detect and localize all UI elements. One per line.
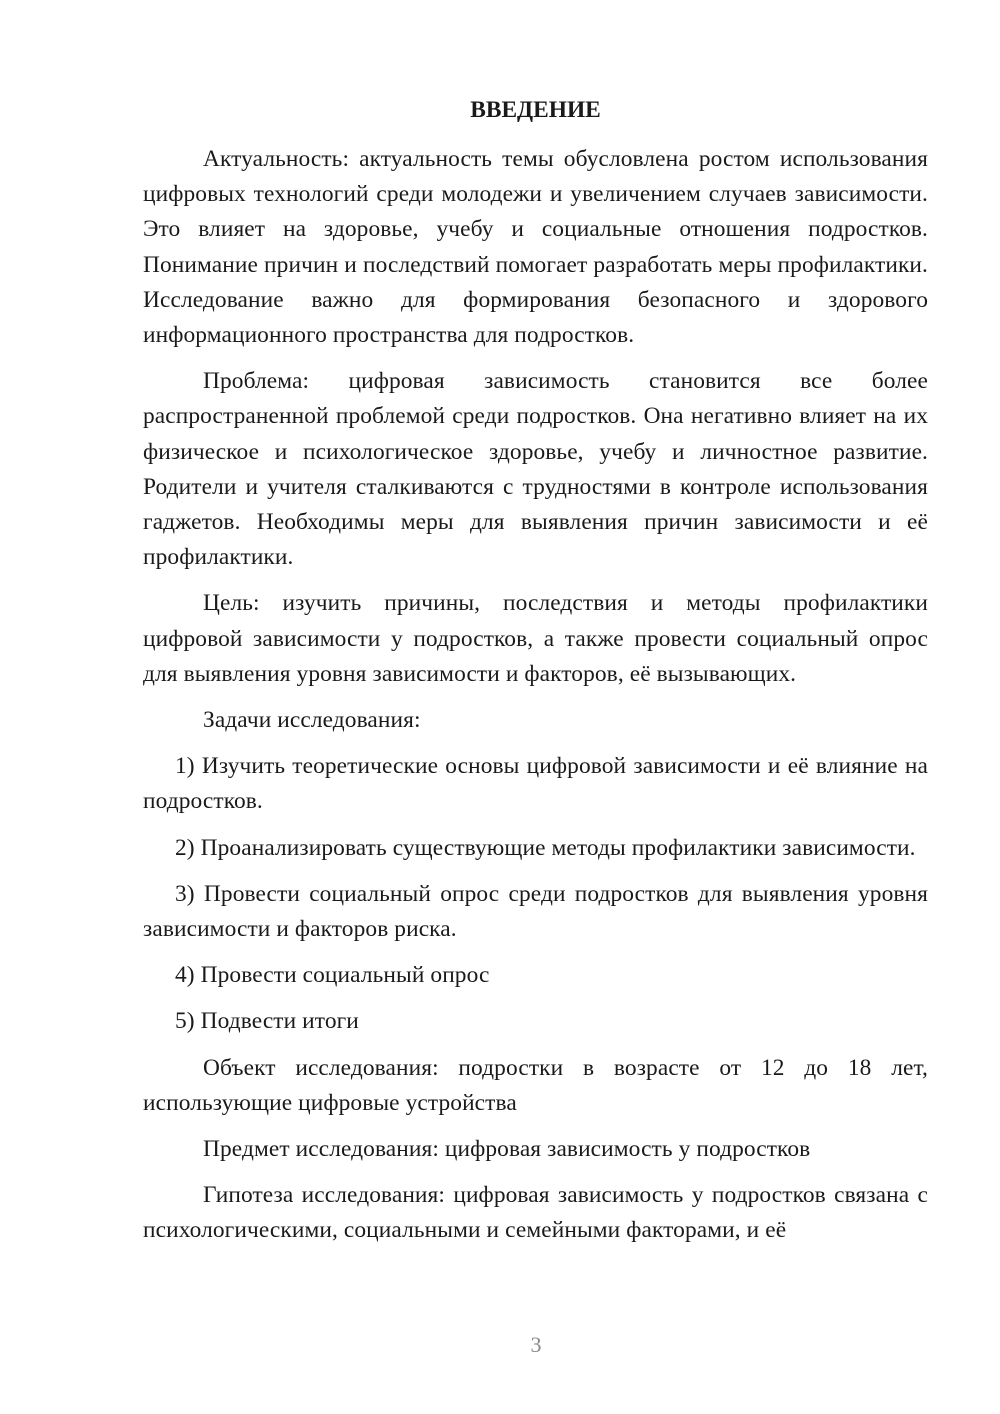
section-heading: ВВЕДЕНИЕ — [470, 97, 601, 123]
object-paragraph: Объект исследования: подростки в возрасте от 12 до 18 лет, использующие цифровые устройства — [143, 1054, 928, 1116]
tasks-title: Задачи исследования: — [203, 707, 421, 734]
problem-paragraph: Проблема: цифровая зависимость становится все более распространенной проблемой среди подростков. Она негативно влияет на их физическое и психологическое здоровье, учебу и личностное развитие. Родители и учителя сталкиваются с трудностями в контроле использования гаджетов. Необходимы меры для выявления причин зависимости и её профилактики. — [143, 368, 928, 571]
task-item-1: 1) Изучить теоретические основы цифровой зависимости и её влияние на подростков. — [143, 753, 928, 815]
task-item-5: 5) Подвести итоги — [175, 1008, 359, 1035]
relevance-paragraph: Актуальность: актуальность темы обусловлена ростом использования цифровых технологий среди молодежи и увеличением случаев зависимости. Это влияет на здоровье, учебу и социальные отношения подростков. Понимание причин и последствий помогает разработать меры профилактики. Исследование важно для формирования безопасного и здорового информационного пространства для подростков. — [143, 146, 928, 349]
task-item-4: 4) Провести социальный опрос — [175, 962, 490, 989]
goal-paragraph: Цель: изучить причины, последствия и методы профилактики цифровой зависимости у подростков, а также провести социальный опрос для выявления уровня зависимости и факторов, её вызывающих. — [143, 590, 928, 687]
task-item-2: 2) Проанализировать существующие методы профилактики зависимости. — [175, 834, 916, 861]
hypothesis-paragraph: Гипотеза исследования: цифровая зависимость у подростков связана с психологическими, социальными и семейными факторами, и её — [143, 1182, 928, 1244]
subject-paragraph: Предмет исследования: цифровая зависимость у подростков — [203, 1136, 811, 1163]
page-number: 3 — [530, 1332, 542, 1357]
body-text — [143, 142, 928, 1249]
task-item-3: 3) Провести социальный опрос среди подростков для выявления уровня зависимости и факторов риска. — [143, 880, 928, 943]
